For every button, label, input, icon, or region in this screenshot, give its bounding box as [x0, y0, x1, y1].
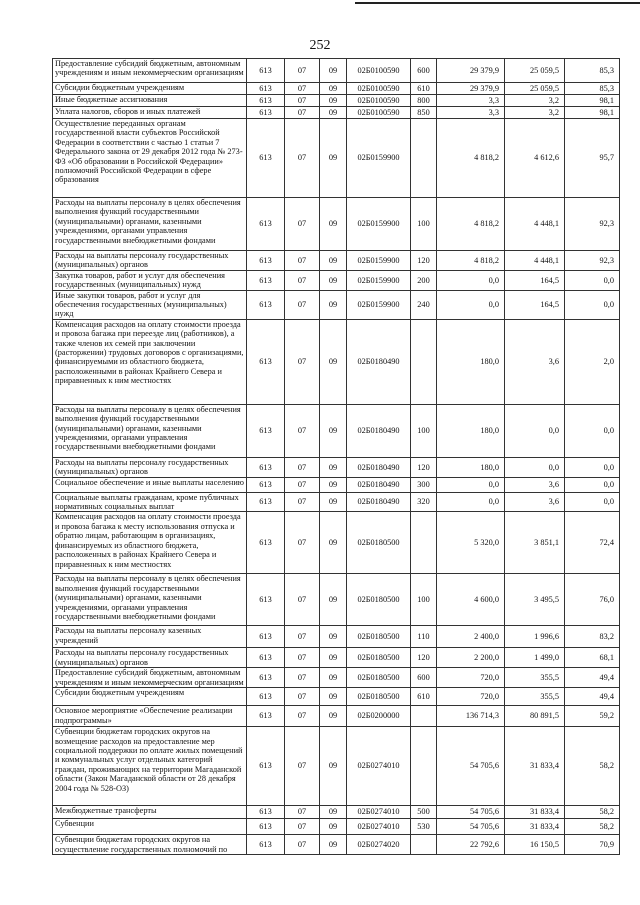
row-subsection: 09: [320, 688, 347, 706]
table-row: [53, 477, 620, 492]
row-ved: 613: [247, 198, 285, 251]
row-target-article: 02Б0274010: [347, 727, 411, 806]
row-ved: 613: [247, 119, 285, 198]
row-expense-type: [411, 512, 437, 574]
row-percent: 49,4: [565, 688, 620, 706]
row-ved: 613: [247, 727, 285, 806]
table-row: [53, 574, 620, 626]
row-fact: 355,5: [505, 688, 565, 706]
row-plan: 4 818,2: [437, 119, 505, 198]
table-row: [53, 727, 620, 806]
row-plan: 29 379,9: [437, 83, 505, 95]
row-percent: 0,0: [565, 457, 620, 477]
row-subsection: 09: [320, 648, 347, 668]
table-row: [53, 688, 620, 706]
row-target-article: 02Б0159900: [347, 119, 411, 198]
row-section: 07: [285, 270, 320, 290]
row-percent: 98,1: [565, 107, 620, 119]
table-row: [53, 835, 620, 855]
row-plan: 0,0: [437, 290, 505, 319]
row-name: Иные бюджетные ассигнования: [53, 95, 247, 107]
row-name: Расходы на выплаты персоналу государственных (муниципальных) органов: [53, 251, 247, 271]
row-expense-type: 100: [411, 574, 437, 626]
row-percent: 72,4: [565, 512, 620, 574]
row-percent: 98,1: [565, 95, 620, 107]
row-fact: 31 833,4: [505, 819, 565, 835]
row-fact: 0,0: [505, 404, 565, 457]
row-section: 07: [285, 290, 320, 319]
row-name: Субвенции бюджетам городских округов на осуществление государственных полномочий по: [53, 835, 247, 855]
row-expense-type: [411, 319, 437, 404]
row-expense-type: 850: [411, 107, 437, 119]
table-row: [53, 819, 620, 835]
row-plan: 54 705,6: [437, 806, 505, 819]
row-section: 07: [285, 404, 320, 457]
table-row: [53, 95, 620, 107]
row-name: Предоставление субсидий бюджетным, автономным учреждениям и иным некоммерческим организациям: [53, 59, 247, 83]
row-fact: 3,2: [505, 107, 565, 119]
row-target-article: 02Б0159900: [347, 251, 411, 271]
row-name: Социальные выплаты гражданам, кроме публичных нормативных социальных выплат: [53, 492, 247, 512]
row-expense-type: 100: [411, 404, 437, 457]
row-subsection: 09: [320, 119, 347, 198]
row-name: Расходы на выплаты персоналу в целях обеспечения выполнения функций государственными (муниципальными) органами, казенными учреждениями, органами управления государственными внебюджетными фондами: [53, 404, 247, 457]
row-section: 07: [285, 706, 320, 727]
row-target-article: 02Б0274010: [347, 806, 411, 819]
row-subsection: 09: [320, 626, 347, 648]
row-plan: 4 818,2: [437, 198, 505, 251]
row-ved: 613: [247, 648, 285, 668]
row-subsection: 09: [320, 198, 347, 251]
row-fact: 1 499,0: [505, 648, 565, 668]
row-fact: 164,5: [505, 270, 565, 290]
row-section: 07: [285, 95, 320, 107]
row-subsection: 09: [320, 574, 347, 626]
row-fact: 1 996,6: [505, 626, 565, 648]
row-ved: 613: [247, 270, 285, 290]
row-section: 07: [285, 319, 320, 404]
row-target-article: 02Б0180500: [347, 574, 411, 626]
row-expense-type: 320: [411, 492, 437, 512]
row-name: Субвенции: [53, 819, 247, 835]
page-number: 252: [309, 38, 331, 53]
row-fact: 164,5: [505, 290, 565, 319]
row-section: 07: [285, 668, 320, 688]
row-plan: 0,0: [437, 270, 505, 290]
row-percent: 85,3: [565, 83, 620, 95]
row-expense-type: 110: [411, 626, 437, 648]
row-section: 07: [285, 688, 320, 706]
row-subsection: 09: [320, 404, 347, 457]
table-row: [53, 119, 620, 198]
top-border-line: [355, 2, 640, 4]
row-name: Предоставление субсидий бюджетным, автономным учреждениям и иным некоммерческим организациям: [53, 668, 247, 688]
row-fact: 31 833,4: [505, 727, 565, 806]
row-target-article: 02Б0100590: [347, 107, 411, 119]
row-fact: 3,6: [505, 319, 565, 404]
table-row: [53, 806, 620, 819]
row-expense-type: 500: [411, 806, 437, 819]
row-percent: 58,2: [565, 819, 620, 835]
row-percent: 49,4: [565, 668, 620, 688]
table-row: [53, 706, 620, 727]
row-subsection: 09: [320, 806, 347, 819]
row-plan: 3,3: [437, 95, 505, 107]
row-section: 07: [285, 727, 320, 806]
row-plan: 54 705,6: [437, 727, 505, 806]
row-target-article: 02Б0159900: [347, 290, 411, 319]
row-expense-type: 300: [411, 477, 437, 492]
row-fact: 3,6: [505, 492, 565, 512]
row-subsection: 09: [320, 668, 347, 688]
table-row: [53, 626, 620, 648]
row-target-article: 02Б0200000: [347, 706, 411, 727]
row-expense-type: 200: [411, 270, 437, 290]
row-plan: 29 379,9: [437, 59, 505, 83]
row-target-article: 02Б0100590: [347, 83, 411, 95]
row-subsection: 09: [320, 107, 347, 119]
row-plan: 22 792,6: [437, 835, 505, 855]
row-percent: 68,1: [565, 648, 620, 668]
row-target-article: 02Б0274020: [347, 835, 411, 855]
row-name: Основное мероприятие «Обеспечение реализации подпрограммы»: [53, 706, 247, 727]
row-ved: 613: [247, 835, 285, 855]
row-target-article: 02Б0180500: [347, 512, 411, 574]
row-name: Социальное обеспечение и иные выплаты населению: [53, 477, 247, 492]
row-fact: 80 891,5: [505, 706, 565, 727]
row-percent: 0,0: [565, 404, 620, 457]
row-ved: 613: [247, 457, 285, 477]
row-target-article: 02Б0180490: [347, 492, 411, 512]
row-expense-type: 530: [411, 819, 437, 835]
row-subsection: 09: [320, 706, 347, 727]
table-row: [53, 648, 620, 668]
row-percent: 58,2: [565, 727, 620, 806]
row-ved: 613: [247, 492, 285, 512]
row-percent: 83,2: [565, 626, 620, 648]
row-plan: 720,0: [437, 668, 505, 688]
row-subsection: 09: [320, 95, 347, 107]
row-section: 07: [285, 83, 320, 95]
row-expense-type: 240: [411, 290, 437, 319]
row-percent: 58,2: [565, 806, 620, 819]
table-row: [53, 107, 620, 119]
row-ved: 613: [247, 819, 285, 835]
row-target-article: 02Б0180500: [347, 648, 411, 668]
row-expense-type: 610: [411, 688, 437, 706]
row-section: 07: [285, 59, 320, 83]
row-subsection: 09: [320, 727, 347, 806]
row-expense-type: [411, 119, 437, 198]
row-expense-type: 800: [411, 95, 437, 107]
table-row: [53, 512, 620, 574]
row-expense-type: 120: [411, 457, 437, 477]
row-percent: 70,9: [565, 835, 620, 855]
row-name: Иные закупки товаров, работ и услуг для обеспечения государственных (муниципальных) нужд: [53, 290, 247, 319]
row-plan: 180,0: [437, 457, 505, 477]
budget-table-body: [53, 59, 620, 855]
row-subsection: 09: [320, 270, 347, 290]
row-fact: 355,5: [505, 668, 565, 688]
row-percent: 0,0: [565, 290, 620, 319]
row-ved: 613: [247, 95, 285, 107]
row-section: 07: [285, 574, 320, 626]
row-target-article: 02Б0180490: [347, 477, 411, 492]
row-target-article: 02Б0100590: [347, 95, 411, 107]
table-row: [53, 668, 620, 688]
row-plan: 4 818,2: [437, 251, 505, 271]
row-name: Расходы на выплаты персоналу казенных учреждений: [53, 626, 247, 648]
row-target-article: 02Б0159900: [347, 270, 411, 290]
row-expense-type: 610: [411, 83, 437, 95]
row-plan: 3,3: [437, 107, 505, 119]
row-plan: 0,0: [437, 477, 505, 492]
row-ved: 613: [247, 107, 285, 119]
row-plan: 5 320,0: [437, 512, 505, 574]
row-ved: 613: [247, 688, 285, 706]
row-section: 07: [285, 492, 320, 512]
row-subsection: 09: [320, 83, 347, 95]
row-target-article: 02Б0180490: [347, 457, 411, 477]
row-subsection: 09: [320, 59, 347, 83]
row-name: Осуществление переданных органам государственной власти субъектов Российской Федерации в соответствии с частью 1 статьи 7 Федерального закона от 29 декабря 2012 года № 273-ФЗ «Об образовании в Российской Федерации» полномочий Российской Федерации в сфере образования: [53, 119, 247, 198]
row-subsection: 09: [320, 251, 347, 271]
row-fact: 4 448,1: [505, 198, 565, 251]
row-fact: 25 059,5: [505, 83, 565, 95]
row-expense-type: 120: [411, 648, 437, 668]
table-row: [53, 59, 620, 83]
row-plan: 2 200,0: [437, 648, 505, 668]
row-fact: 3,6: [505, 477, 565, 492]
row-expense-type: [411, 706, 437, 727]
row-ved: 613: [247, 319, 285, 404]
row-name: Расходы на выплаты персоналу в целях обеспечения выполнения функций государственными (муниципальными) органами, казенными учреждениями, органами управления государственными внебюджетными фондами: [53, 574, 247, 626]
row-ved: 613: [247, 251, 285, 271]
row-ved: 613: [247, 512, 285, 574]
row-subsection: 09: [320, 290, 347, 319]
row-subsection: 09: [320, 492, 347, 512]
row-expense-type: [411, 727, 437, 806]
row-percent: 0,0: [565, 492, 620, 512]
row-section: 07: [285, 198, 320, 251]
row-fact: 4 612,6: [505, 119, 565, 198]
row-name: Расходы на выплаты персоналу в целях обеспечения выполнения функций государственными (муниципальными) органами, казенными учреждениями, органами управления государственными внебюджетными фондами: [53, 198, 247, 251]
row-name: Расходы на выплаты персоналу государственных (муниципальных) органов: [53, 648, 247, 668]
row-target-article: 02Б0180490: [347, 404, 411, 457]
row-percent: 0,0: [565, 270, 620, 290]
row-plan: 4 600,0: [437, 574, 505, 626]
row-name: Межбюджетные трансферты: [53, 806, 247, 819]
row-expense-type: 100: [411, 198, 437, 251]
row-plan: 2 400,0: [437, 626, 505, 648]
row-ved: 613: [247, 477, 285, 492]
row-target-article: 02Б0180490: [347, 319, 411, 404]
row-subsection: 09: [320, 835, 347, 855]
row-fact: 0,0: [505, 457, 565, 477]
row-expense-type: 600: [411, 59, 437, 83]
row-section: 07: [285, 251, 320, 271]
row-ved: 613: [247, 574, 285, 626]
row-subsection: 09: [320, 319, 347, 404]
row-ved: 613: [247, 668, 285, 688]
row-fact: 3 495,5: [505, 574, 565, 626]
row-subsection: 09: [320, 512, 347, 574]
row-fact: 3,2: [505, 95, 565, 107]
table-row: [53, 492, 620, 512]
row-target-article: 02Б0100590: [347, 59, 411, 83]
table-row: [53, 319, 620, 404]
row-ved: 613: [247, 83, 285, 95]
row-ved: 613: [247, 290, 285, 319]
row-section: 07: [285, 626, 320, 648]
row-target-article: 02Б0180500: [347, 668, 411, 688]
row-target-article: 02Б0180500: [347, 626, 411, 648]
row-target-article: 02Б0274010: [347, 819, 411, 835]
row-name: Субвенции бюджетам городских округов на возмещение расходов на предоставление мер социальной поддержки по оплате жилых помещений и коммунальных услуг отдельных категорий граждан, проживающих на территории Магаданской области (Закон Магаданской области от 28 декабря 2004 года № 528-ОЗ): [53, 727, 247, 806]
row-name: Уплата налогов, сборов и иных платежей: [53, 107, 247, 119]
table-row: [53, 290, 620, 319]
row-plan: 180,0: [437, 319, 505, 404]
row-fact: 16 150,5: [505, 835, 565, 855]
row-section: 07: [285, 648, 320, 668]
row-ved: 613: [247, 59, 285, 83]
row-percent: 0,0: [565, 477, 620, 492]
row-plan: 720,0: [437, 688, 505, 706]
row-name: Субсидии бюджетным учреждениям: [53, 83, 247, 95]
row-section: 07: [285, 107, 320, 119]
row-percent: 92,3: [565, 198, 620, 251]
row-section: 07: [285, 835, 320, 855]
table-row: [53, 83, 620, 95]
table-row: [53, 457, 620, 477]
row-plan: 180,0: [437, 404, 505, 457]
row-target-article: 02Б0180500: [347, 688, 411, 706]
row-target-article: 02Б0159900: [347, 198, 411, 251]
row-name: Закупка товаров, работ и услуг для обеспечения государственных (муниципальных) нужд: [53, 270, 247, 290]
row-expense-type: 600: [411, 668, 437, 688]
row-section: 07: [285, 457, 320, 477]
row-percent: 85,3: [565, 59, 620, 83]
row-plan: 54 705,6: [437, 819, 505, 835]
row-fact: 25 059,5: [505, 59, 565, 83]
row-percent: 92,3: [565, 251, 620, 271]
row-expense-type: 120: [411, 251, 437, 271]
budget-table: [52, 58, 620, 855]
row-section: 07: [285, 819, 320, 835]
table-row: [53, 404, 620, 457]
row-subsection: 09: [320, 819, 347, 835]
row-ved: 613: [247, 706, 285, 727]
row-plan: 0,0: [437, 492, 505, 512]
row-percent: 2,0: [565, 319, 620, 404]
row-name: Расходы на выплаты персоналу государственных (муниципальных) органов: [53, 457, 247, 477]
row-name: Компенсация расходов на оплату стоимости проезда и провоза багажа к месту использования отпуска и обратно лицам, работающим в организациях, финансируемых из областного бюджета, расположенных в районах Крайнего Севера и приравненных к ним местностях: [53, 512, 247, 574]
row-subsection: 09: [320, 457, 347, 477]
row-section: 07: [285, 119, 320, 198]
row-percent: 95,7: [565, 119, 620, 198]
row-percent: 59,2: [565, 706, 620, 727]
row-section: 07: [285, 806, 320, 819]
row-section: 07: [285, 477, 320, 492]
row-fact: 3 851,1: [505, 512, 565, 574]
row-plan: 136 714,3: [437, 706, 505, 727]
row-name: Субсидии бюджетным учреждениям: [53, 688, 247, 706]
row-ved: 613: [247, 806, 285, 819]
row-name: Компенсация расходов на оплату стоимости проезда и провоза багажа при переезде лиц (работников), а также членов их семей при заключении (расторжении) трудовых договоров с организациями, финансируемыми из областного бюджета, расположенными в районах Крайнего Севера и приравненных к ним местностях: [53, 319, 247, 404]
row-ved: 613: [247, 404, 285, 457]
row-ved: 613: [247, 626, 285, 648]
row-expense-type: [411, 835, 437, 855]
table-row: [53, 251, 620, 271]
row-section: 07: [285, 512, 320, 574]
row-fact: 31 833,4: [505, 806, 565, 819]
row-percent: 76,0: [565, 574, 620, 626]
row-subsection: 09: [320, 477, 347, 492]
row-fact: 4 448,1: [505, 251, 565, 271]
table-row: [53, 198, 620, 251]
table-row: [53, 270, 620, 290]
